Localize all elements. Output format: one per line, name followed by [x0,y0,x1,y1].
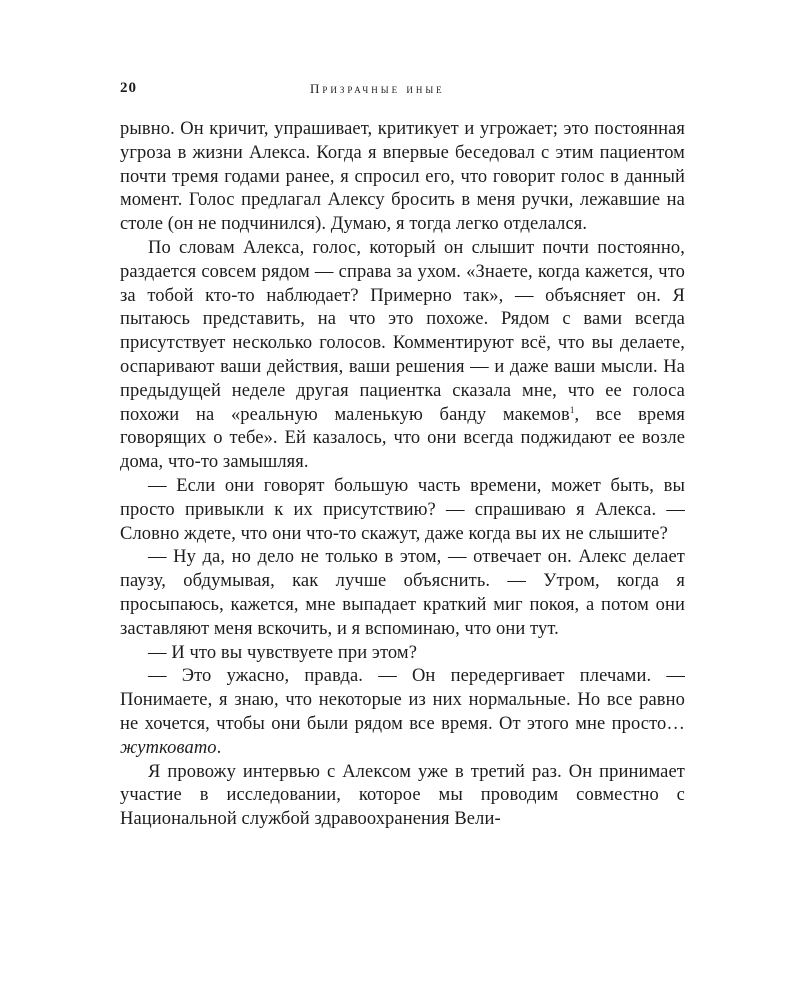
page-header [120,80,685,104]
dialogue-question: — Если они говорят большую часть времени, может быть, вы просто привыкли к их присутствию? — спрашиваю я Алекса. — Словно ждете, что они что-то скажут, даже когда вы их не слышите? [120,475,685,544]
body-text [120,118,685,832]
dialogue-answer: — Ну да, но дело не только в этом, — отвечает он. Алекс делает паузу, обдумывая, как лучше объяснить. — Утром, когда я просыпаюсь, кажется, мне выпадает краткий миг покоя, а потом они заставляют меня вскочить, и я вспоминаю, что они тут. [120,547,685,639]
page-number: 20 [120,80,137,96]
paragraph-voice-location [120,237,685,475]
running-title: Призрачные иные [310,81,445,96]
paragraph-text: По словам Алекса, голос, который он слышит почти постоянно, раздается совсем рядом — справа за ухом. «Знаете, когда кажется, что за тобой кто-то наблюдает? Примерно так», — объясняет он. Я пытаюсь представить, на что это похоже. Рядом с вами всегда присутствует несколько голосов. Комментируют всё, что вы делаете, оспаривают ваши действия, ваши решения — и даже ваши мысли. На предыдущей неделе другая пациентка сказала мне, что ее голоса похожи на «реальную маленькую банду макемов [120,237,685,425]
paragraph-text: . [216,737,222,758]
paragraph-text: , все время говорящих о тебе». Ей казалось, что они всегда поджидают ее возле дома, что-то замышляя. [120,404,685,473]
paragraph-continuation: рывно. Он кричит, упрашивает, критикует и угрожает; это постоянная угроза в жизни Алекса. Когда я впервые беседовал с этим пациентом почти тремя годами ранее, я спросил его, что говорит голос в данный момент. Голос предлагал Алексу бросить в меня ручки, лежавшие на столе (он не подчинился). Думаю, я тогда легко отделался. [120,119,685,235]
paragraph-text: — Это ужасно, правда. — Он передергивает плечами. — Понимаете, я знаю, что некоторые из них нормальные. Но все равно не хочется, чтобы они были рядом все время. От этого мне просто… [120,666,685,734]
dialogue-answer [120,665,685,760]
paragraph-interview: Я провожу интервью с Алексом уже в третий раз. Он принимает участие в исследовании, которое мы проводим совместно с Национальной службой здравоохранения Вели- [120,761,685,830]
dialogue-question: — И что вы чувствуете при этом? [148,642,418,663]
italic-word: жутковато [120,737,217,758]
footnote-marker: 1 [569,404,575,415]
